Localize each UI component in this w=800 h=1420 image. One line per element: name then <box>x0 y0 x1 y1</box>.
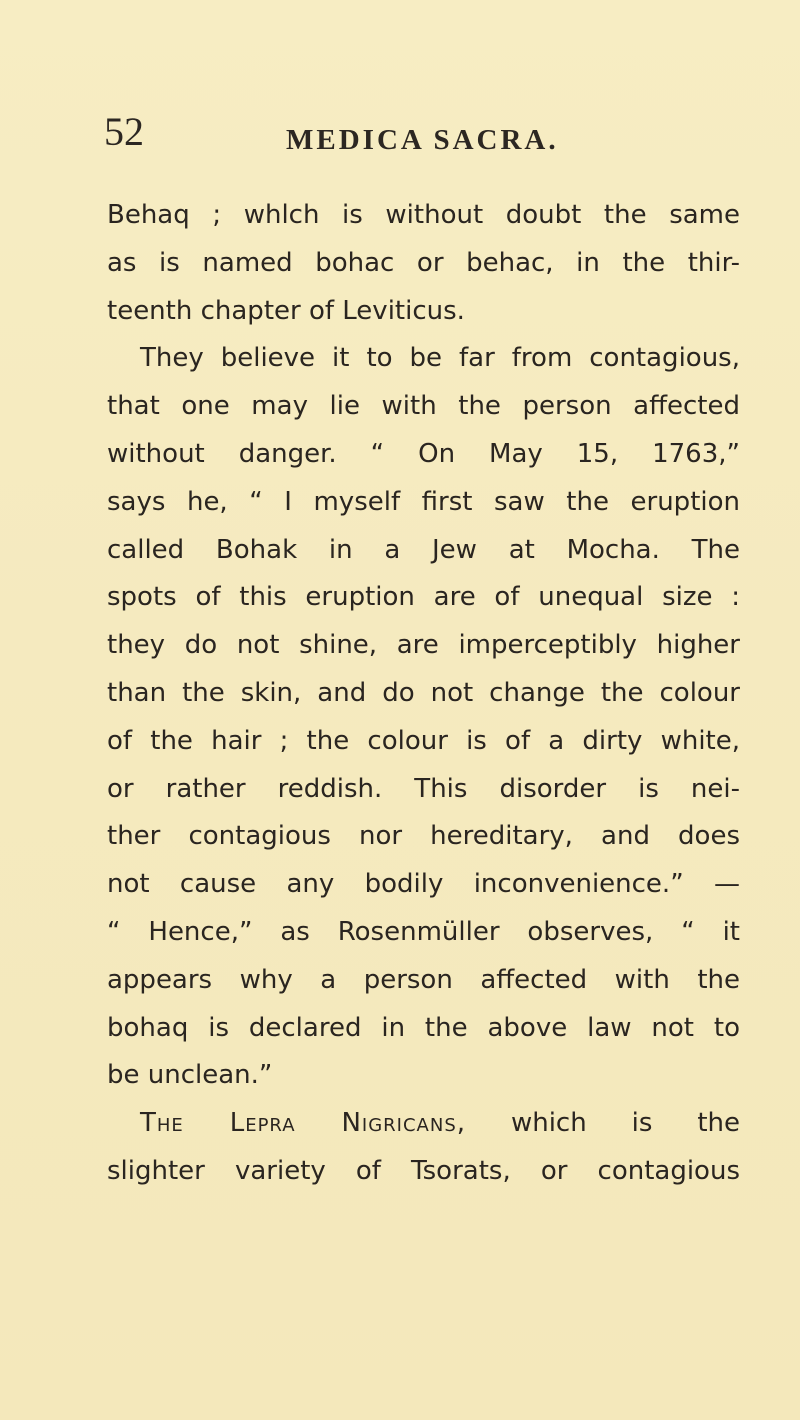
page-number: 52 <box>104 109 144 154</box>
text-line: teenth chapter of Leviticus. <box>107 295 465 326</box>
text-line: not cause any bodily inconvenience.” — <box>107 869 740 900</box>
text-line: as is named bohac or behac, in the thir- <box>107 247 740 278</box>
lepra-nigricans-term: The Lepra Nigricans, <box>140 1108 467 1139</box>
running-head: MEDICA SACRA. <box>286 124 559 156</box>
text-line: they do not shine, are imperceptibly higher <box>107 630 740 661</box>
text-line: be unclean.” <box>107 1060 273 1091</box>
text-line: “ Hence,” as Rosenmüller observes, “ it <box>107 916 740 947</box>
text-line: without danger. “ On May 15, 1763,” <box>107 438 740 469</box>
text-line: or rather reddish. This disorder is nei- <box>107 773 740 804</box>
text-line: bohaq is declared in the above law not to <box>107 1012 740 1043</box>
text-line: appears why a person affected with the <box>107 964 740 995</box>
paragraph-start-line <box>107 1100 740 1148</box>
text-line: slighter variety of Tsorats, or contagious <box>107 1155 740 1186</box>
text-line: says he, “ I myself first saw the eruption <box>107 486 740 517</box>
text-line: that one may lie with the person affected <box>107 391 740 422</box>
text-line: ther contagious nor hereditary, and does <box>107 821 740 852</box>
text-line: than the skin, and do not change the colour <box>107 677 740 708</box>
text-line: of the hair ; the colour is of a dirty white, <box>107 725 740 756</box>
paragraph-start-line: They believe it to be far from contagious, <box>140 343 740 374</box>
text-line: called Bohak in a Jew at Mocha. The <box>107 534 740 565</box>
body-text <box>107 192 740 1196</box>
text-line: spots of this eruption are of unequal size : <box>107 582 740 613</box>
text-line: Behaq ; whlch is without doubt the same <box>107 200 740 230</box>
text-fragment: which is the <box>466 1108 740 1139</box>
